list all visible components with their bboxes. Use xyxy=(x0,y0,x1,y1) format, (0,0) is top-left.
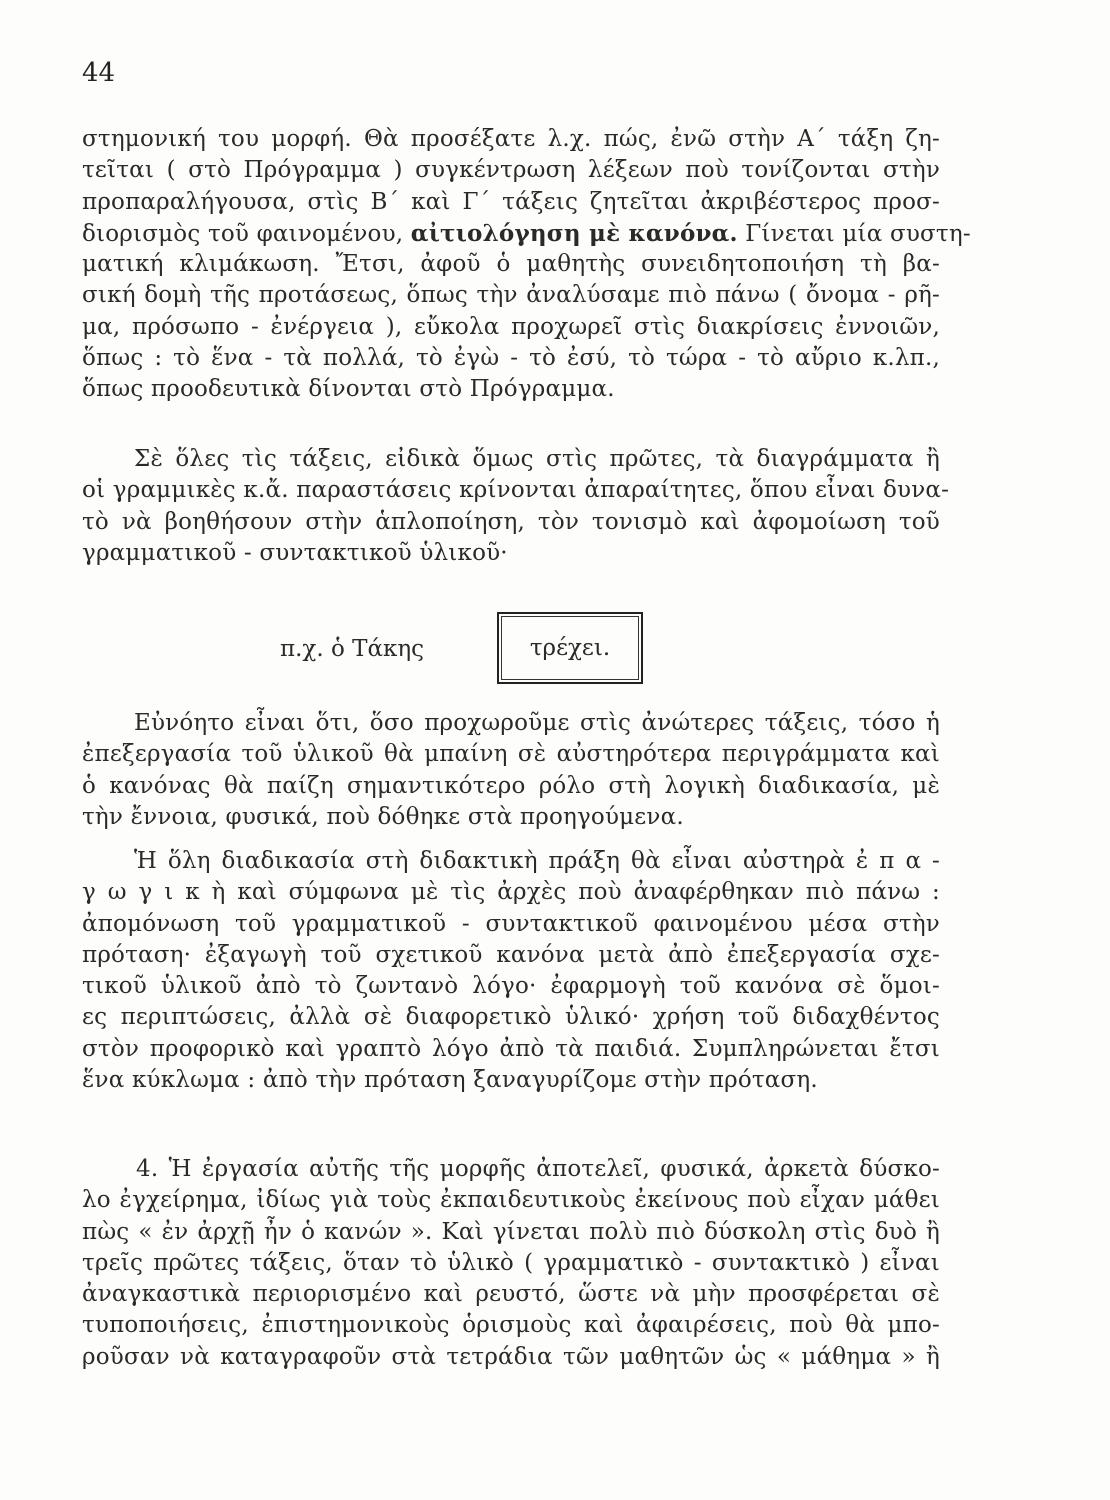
text-line: ες περιπτώσεις, ἀλλὰ σὲ διαφορετικὸ ὑλικό· χρήση τοῦ διδαχθέντος xyxy=(82,1004,940,1031)
text-line: τρεῖς πρῶτες τάξεις, ὅταν τὸ ὑλικὸ ( γραμματικὸ - συντακτικὸ ) εἶναι xyxy=(82,1249,940,1276)
text-line: γραμματικοῦ - συντακτικοῦ ὑλικοῦ· xyxy=(82,539,508,566)
text-fragment: διορισμὸς τοῦ φαινομένου, xyxy=(82,220,411,247)
text-line: οἱ γραμμικὲς κ.ἄ. παραστάσεις κρίνονται ἀπαραίτητες, ὅπου εἶναι δυνα- xyxy=(82,477,950,504)
text-line: σική δομὴ τῆς προτάσεως, ὅπως τὴν ἀναλύσαμε πιὸ πάνω ( ὄνομα - ρῆ- xyxy=(82,282,940,309)
text-line: 4. Ἡ ἐργασία αὐτῆς τῆς μορφῆς ἀποτελεῖ, φυσικά, ἀρκετὰ δύσκο- xyxy=(136,1156,940,1182)
text-line: ροῦσαν νὰ καταγραφοῦν στὰ τετράδια τῶν μαθητῶν ὡς « μάθημα » ἢ xyxy=(82,1343,940,1370)
text-line-with-bold xyxy=(82,218,971,249)
example-label: π.χ. ὁ Τάκης xyxy=(280,636,425,662)
text-line: Εὐνόητο εἶναι ὅτι, ὅσο προχωροῦμε στὶς ἀνώτερες τάξεις, τόσο ἡ xyxy=(134,710,940,736)
text-line: μα, πρόσωπο - ἐνέργεια ), εὔκολα προχωρεῖ στὶς διακρίσεις ἐννοιῶν, xyxy=(82,313,940,340)
text-line: ἀπομόνωση τοῦ γραμματικοῦ - συντακτικοῦ φαινομένου μέσα στὴν xyxy=(82,910,940,937)
paragraph-4 xyxy=(82,846,940,1096)
text-line: τὴν ἔννοια, φυσικά, ποὺ δόθηκε στὰ προηγούμενα. xyxy=(82,803,684,830)
bold-phrase: αἰτιολόγηση μὲ κανόνα. xyxy=(410,219,738,247)
example-diagram xyxy=(280,612,660,688)
text-line: ἐπεξεργασία τοῦ ὑλικοῦ θὰ μπαίνη σὲ αὐστηρότερα περιγράμματα καὶ xyxy=(82,741,940,768)
text-line: γ ω γ ι κ ὴ καὶ σύμφωνα μὲ τὶς ἀρχὲς ποὺ ἀναφέρθηκαν πιὸ πάνω : xyxy=(82,879,940,906)
text-line: Σὲ ὅλες τὶς τάξεις, εἰδικὰ ὅμως στὶς πρῶτες, τὰ διαγράμματα ἢ xyxy=(134,446,940,472)
paragraph-3 xyxy=(82,708,940,833)
text-line: ἕνα κύκλωμα : ἀπὸ τὴν πρόταση ξαναγυρίζομε στὴν πρόταση. xyxy=(82,1067,818,1094)
text-line: ματική κλιμάκωση. Ἔτσι, ἀφοῦ ὁ μαθητὴς συνειδητοποιήση τὴ βα- xyxy=(82,251,940,278)
text-line: πὼς « ἐν ἀρχῇ ἦν ὁ κανών ». Καὶ γίνεται πολὺ πιὸ δύσκολη στὶς δυὸ ἢ xyxy=(82,1218,940,1245)
text-line: πρόταση· ἐξαγωγὴ τοῦ σχετικοῦ κανόνα μετὰ ἀπὸ ἐπεξεργασία σχε- xyxy=(82,941,940,968)
text-line: προπαραλήγουσα, στὶς Β΄ καὶ Γ΄ τάξεις ζητεῖται ἀκριβέστερος προσ- xyxy=(82,188,940,215)
text-line: τὸ νὰ βοηθήσουν στὴν ἁπλοποίηση, τὸν τονισμὸ καὶ ἀφομοίωση τοῦ xyxy=(82,508,940,535)
paragraph-1 xyxy=(82,124,971,406)
text-line: στὸν προφορικὸ καὶ γραπτὸ λόγο ἀπὸ τὰ παιδιά. Συμπληρώνεται ἔτσι xyxy=(82,1035,940,1062)
text-line: Ἡ ὅλη διαδικασία στὴ διδακτικὴ πράξη θὰ εἶναι αὐστηρὰ ἐ π α - xyxy=(134,848,940,874)
text-line: ὅπως : τὸ ἕνα - τὰ πολλά, τὸ ἐγὼ - τὸ ἐσύ, τὸ τώρα - τὸ αὔριο κ.λπ., xyxy=(82,345,940,372)
page-number: 44 xyxy=(82,58,116,88)
paragraph-2 xyxy=(82,444,950,569)
example-boxed-word: τρέχει. xyxy=(497,612,643,684)
text-line: ὅπως προοδευτικὰ δίνονται στὸ Πρόγραμμα. xyxy=(82,376,615,403)
text-line: τυποποιήσεις, ἐπιστημονικοὺς ὁρισμοὺς καὶ ἀφαιρέσεις, ποὺ θὰ μπο- xyxy=(82,1312,940,1339)
text-line: ὁ κανόνας θὰ παίζη σημαντικότερο ρόλο στὴ λογικὴ διαδικασία, μὲ xyxy=(82,772,940,799)
text-line: τεῖται ( στὸ Πρόγραμμα ) συγκέντρωση λέξεων ποὺ τονίζονται στὴν xyxy=(82,157,940,184)
text-fragment: Γίνεται μία συστη- xyxy=(737,220,971,247)
text-line: τικοῦ ὑλικοῦ ἀπὸ τὸ ζωντανὸ λόγο· ἐφαρμογὴ τοῦ κανόνα σὲ ὅμοι- xyxy=(82,973,940,1000)
text-line: ἀναγκαστικὰ περιορισμένο καὶ ρευστό, ὥστε νὰ μὴν προσφέρεται σὲ xyxy=(82,1281,940,1308)
text-line: στημονική του μορφή. Θὰ προσέξατε λ.χ. πώς, ἐνῶ στὴν Α΄ τάξη ζη- xyxy=(82,126,940,152)
text-line: λο ἐγχείρημα, ἰδίως γιὰ τοὺς ἐκπαιδευτικοὺς ἐκείνους ποὺ εἶχαν μάθει xyxy=(82,1187,940,1214)
paragraph-5 xyxy=(82,1154,940,1373)
